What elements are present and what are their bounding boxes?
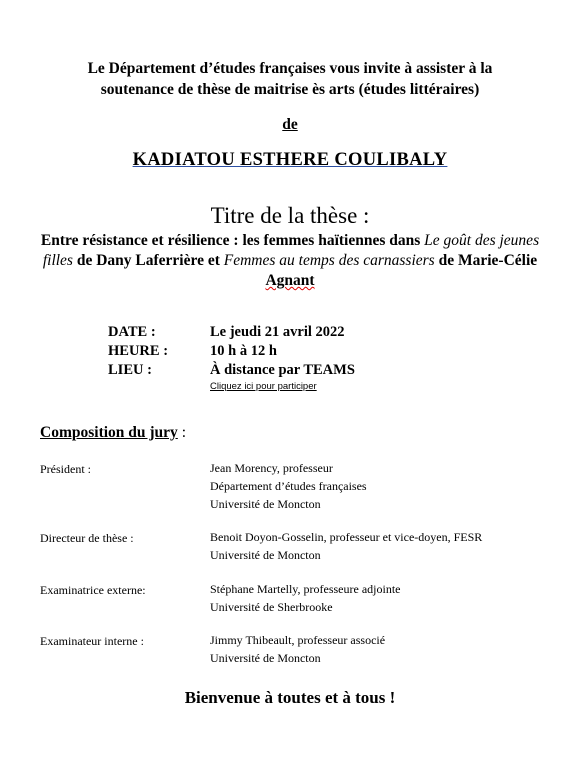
book-title-1: Le goût des jeunes filles xyxy=(42,232,540,269)
thesis-title xyxy=(40,231,540,291)
thesis-title-part-3: de Marie-Célie xyxy=(434,252,538,269)
de-label: de xyxy=(282,116,298,133)
invitation-text xyxy=(0,58,580,100)
thesis-title-heading: Titre de la thèse : xyxy=(210,203,370,228)
candidate-name xyxy=(0,150,580,171)
time-label: HEURE : xyxy=(108,343,169,359)
invitation-line-2: soutenance de thèse de maitrise ès arts (études littéraires) xyxy=(100,81,480,98)
teams-join-link[interactable]: Cliquez ici pour participer xyxy=(210,381,317,392)
jury-member-line: Jean Morency, professeur xyxy=(210,461,333,475)
candidate-name-text: KADIATOU ESTHERE COULIBALY xyxy=(132,150,448,170)
jury-member-line: Benoit Doyon-Gosselin, professeur et vice-doyen, FESR xyxy=(210,530,483,544)
author-surname: Agnant xyxy=(265,272,315,289)
jury-member-line: Université de Moncton xyxy=(210,497,321,511)
thesis-title-part-1: Entre résistance et résilience : les femmes haïtiennes dans xyxy=(40,232,425,249)
date-value: Le jeudi 21 avril 2022 xyxy=(210,324,345,340)
date-label: DATE : xyxy=(108,324,156,340)
jury-member-president xyxy=(210,459,367,513)
jury-member-internal-examiner xyxy=(210,631,385,667)
welcome-message: Bienvenue à toutes et à tous ! xyxy=(184,688,396,707)
place-value: À distance par TEAMS xyxy=(210,362,355,378)
jury-role-director: Directeur de thèse : xyxy=(40,531,134,545)
jury-member-line: Université de Sherbrooke xyxy=(210,600,333,614)
jury-member-external-examiner xyxy=(210,580,401,616)
thesis-title-part-2: de Dany Laferrière et xyxy=(72,252,224,269)
jury-member-line: Université de Moncton xyxy=(210,548,321,562)
jury-member-director xyxy=(210,528,482,564)
time-value: 10 h à 12 h xyxy=(210,343,277,359)
jury-member-line: Université de Moncton xyxy=(210,651,321,665)
jury-heading-text: Composition du jury xyxy=(40,424,178,441)
place-label: LIEU : xyxy=(108,362,152,378)
jury-member-line: Stéphane Martelly, professeure adjointe xyxy=(210,582,401,596)
jury-role-external-examiner: Examinatrice externe: xyxy=(40,583,146,597)
jury-role-president: Président : xyxy=(40,462,91,476)
book-title-2: Femmes au temps des carnassiers xyxy=(223,252,435,269)
invitation-line-1: Le Département d’études françaises vous invite à assister à la xyxy=(87,60,493,77)
jury-heading-colon: : xyxy=(177,424,186,441)
jury-member-line: Département d’études françaises xyxy=(210,479,367,493)
jury-heading xyxy=(40,424,186,442)
jury-role-internal-examiner: Examinateur interne : xyxy=(40,634,144,648)
jury-member-line: Jimmy Thibeault, professeur associé xyxy=(210,633,386,647)
